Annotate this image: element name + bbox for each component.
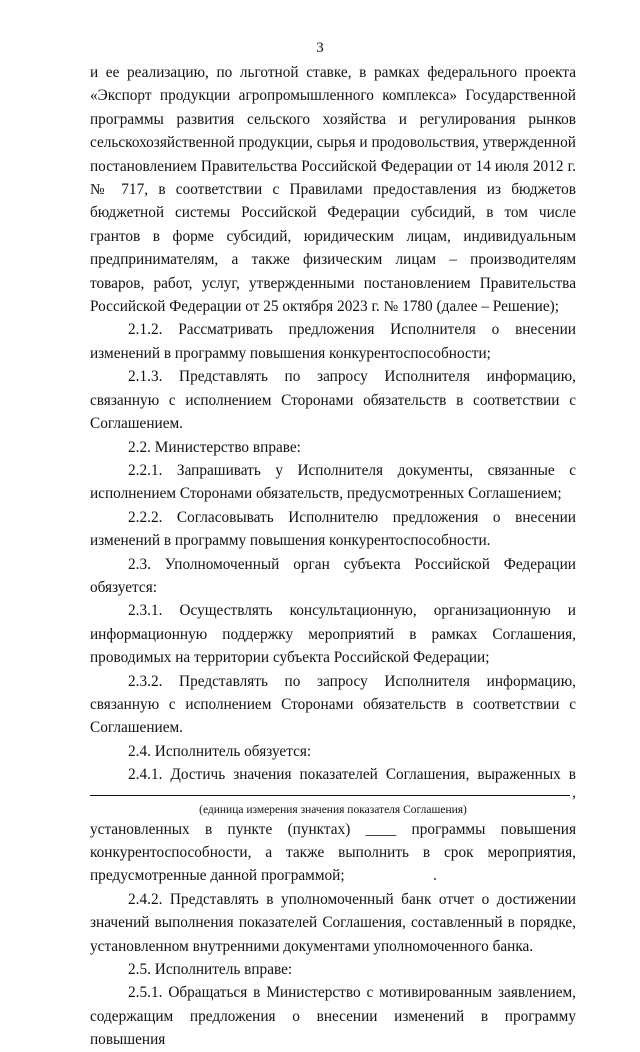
paragraph-2-4-1: 2.4.1. Достичь значения показателей Соглашения, выраженных в	[128, 766, 576, 784]
blank-comma: ,	[572, 783, 576, 801]
paragraph-2-3: 2.3. Уполномоченный орган субъекта Российской Федерации обязуется:	[90, 555, 576, 596]
paragraph-2-4: 2.4. Исполнитель обязуется:	[128, 742, 312, 760]
paragraph-2-3-2: 2.3.2. Представлять по запросу Исполнителя информацию, связанную с исполнением Сторонами обязательств в соответствии с Соглашением.	[90, 672, 576, 737]
document-body	[90, 61, 576, 1052]
fill-in-blank-line	[90, 783, 576, 807]
paragraph-2-5-1: 2.5.1. Обращаться в Министерство с мотивированным заявлением, содержащим предложения о внесении изменений в программу повышения	[90, 984, 576, 1049]
paragraph-2-1-2: 2.1.2. Рассматривать предложения Исполнителя о внесении изменений в программу повышения конкурентоспособности;	[90, 321, 576, 362]
scan-speck	[434, 878, 436, 880]
paragraph-2-2: 2.2. Министерство вправе:	[128, 438, 301, 456]
paragraph-2-1-3: 2.1.3. Представлять по запросу Исполнителя информацию, связанную с исполнением Сторонами обязательств в соответствии с Соглашением.	[90, 368, 576, 433]
blank-underline	[90, 795, 570, 796]
page-number: 3	[316, 40, 324, 56]
paragraph-2-4-2: 2.4.2. Представлять в уполномоченный банк отчет о достижении значений выполнения показателей Соглашения, составленный в порядке, установленном внутренними документами уполномоченного банка.	[90, 890, 576, 955]
blank-caption: (единица измерения значения показателя Соглашения)	[199, 803, 467, 816]
paragraph-2-4-1-cont: установленных в пункте (пунктах) ____ программы повышения конкурентоспособности, а также выполнить в срок мероприятия, предусмотренные данной программой;	[90, 820, 576, 885]
paragraph-intro: и ее реализацию, по льготной ставке, в рамках федерального проекта «Экспорт продукции агропромышленного комплекса» Государственной программы развития сельского хозяйства и регулирования рынков сельскохозяйственной продукции, сырья и продовольствия, утвержденной постановлением Правительства Российской Федерации от 14 июля 2012 г. № 717, в соответствии с Правилами предоставления из бюджетов бюджетной системы Российской Федерации субсидий, в том числе грантов в форме субсидий, юридическим лицам, индивидуальным предпринимателям, а также физическим лицам – производителям товаров, работ, услуг, утвержденными постановлением Правительства Российской Федерации от 25 октября 2023 г. № 1780 (далее – Решение);	[90, 64, 576, 316]
paragraph-2-2-2: 2.2.2. Согласовывать Исполнителю предложения о внесении изменений в программу повышения конкурентоспособности.	[90, 508, 576, 550]
paragraph-2-3-1: 2.3.1. Осуществлять консультационную, организационную и информационную поддержку мероприятий в рамках Соглашения, проводимых на территории субъекта Российской Федерации;	[90, 602, 576, 667]
paragraph-2-5: 2.5. Исполнитель вправе:	[128, 961, 293, 979]
paragraph-2-2-1: 2.2.1. Запрашивать у Исполнителя документы, связанные с исполнением Сторонами обязательств, предусмотренных Соглашением;	[90, 461, 576, 503]
